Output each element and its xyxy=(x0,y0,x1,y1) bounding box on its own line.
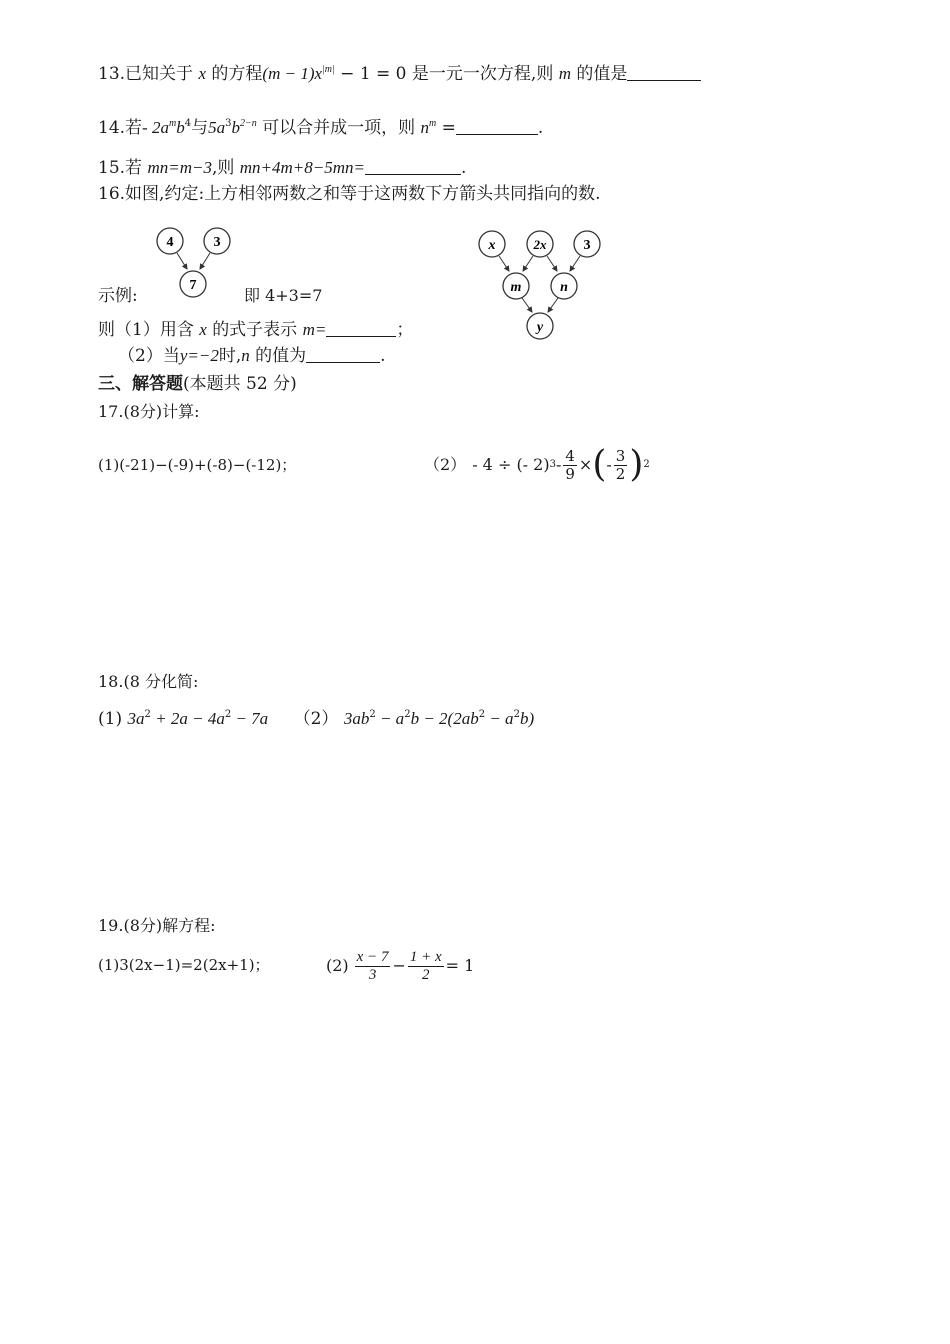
svg-text:3: 3 xyxy=(213,235,221,250)
node-x xyxy=(479,231,505,257)
condition: y=−2 xyxy=(179,346,219,365)
question-18-parts xyxy=(98,709,534,729)
operator: − xyxy=(392,956,406,976)
question-text: 的值为 xyxy=(255,346,307,366)
question-19-header xyxy=(98,916,216,935)
term-2: 5a xyxy=(208,118,226,137)
period: . xyxy=(537,118,544,138)
expression: + 2a − 4a xyxy=(150,709,225,728)
arrow xyxy=(200,253,210,269)
equals: = 1 xyxy=(445,956,475,976)
question-text: 若 xyxy=(125,118,143,138)
question-text: 若 xyxy=(125,158,143,178)
question-number: 13. xyxy=(98,64,126,84)
arrow xyxy=(547,256,557,271)
equals: = xyxy=(436,118,456,138)
node-top-right xyxy=(204,228,230,254)
question-text: （2）当 xyxy=(118,346,180,366)
sign: - xyxy=(606,455,612,475)
question-number: 14. xyxy=(98,118,126,138)
exponent: 2 xyxy=(224,709,232,720)
question-19-part-1 xyxy=(98,956,270,974)
question-17-part-1 xyxy=(98,456,296,474)
node-3 xyxy=(574,231,600,257)
puzzle-diagram xyxy=(470,226,610,344)
condition: mn=m−3 xyxy=(147,158,212,177)
node-2x xyxy=(527,231,553,257)
part-label: (1) xyxy=(98,709,123,729)
answer-blank[interactable] xyxy=(326,322,396,337)
exponent: m xyxy=(429,118,437,129)
question-text: 是一元一次方程,则 xyxy=(411,64,554,84)
svg-text:y: y xyxy=(536,320,544,335)
question-header: 18.(8 分化简: xyxy=(98,672,199,691)
expression: − a xyxy=(485,709,514,728)
exponent: 2−n xyxy=(239,118,257,129)
svg-text:m: m xyxy=(510,280,522,295)
example-label xyxy=(98,286,138,306)
example-equation xyxy=(244,286,322,305)
period: . xyxy=(460,158,467,178)
term-2-b: b xyxy=(231,118,240,137)
question-number: 16. xyxy=(98,184,126,204)
question-16 xyxy=(98,184,601,204)
question-19-part-2 xyxy=(326,942,474,990)
denominator: 2 xyxy=(615,464,626,483)
arrow xyxy=(499,256,509,271)
svg-text:2x: 2x xyxy=(533,237,547,252)
question-15 xyxy=(98,158,466,178)
question-text: ,则 xyxy=(211,158,235,178)
fraction xyxy=(563,448,577,482)
node-top-left xyxy=(157,228,183,254)
equation: (1)3(2x−1)=2(2x+1)； xyxy=(98,956,270,974)
variable-m: m xyxy=(558,64,572,83)
expression: b) xyxy=(519,709,535,728)
svg-text:7: 7 xyxy=(189,278,197,293)
example-equation-text: 即 4+3=7 xyxy=(244,286,323,305)
node-m xyxy=(503,273,529,299)
denominator: 3 xyxy=(368,966,377,983)
question-text: 则（1）用含 xyxy=(98,320,194,340)
equation-rest: − 1 = 0 xyxy=(334,64,407,84)
expression: 3a xyxy=(127,709,145,728)
variable-n: n xyxy=(241,346,250,365)
question-text: 如图,约定:上方相邻两数之和等于这两数下方箭头共同指向的数. xyxy=(125,184,601,204)
section-note: (本题共 52 分) xyxy=(183,374,297,394)
question-text: 的方程 xyxy=(211,64,263,84)
arrow xyxy=(548,298,558,312)
variable-x: x xyxy=(198,64,206,83)
question-header: 17.(8分)计算: xyxy=(98,402,200,421)
exponent: 2 xyxy=(404,709,411,720)
question-text: 可以合并成一项，则 xyxy=(262,118,416,138)
exponent: 4 xyxy=(184,118,192,129)
question-text: 的值是 xyxy=(576,64,628,84)
arrow xyxy=(523,256,533,271)
expression: - 4 ÷ (- 2) xyxy=(472,455,550,475)
answer-blank[interactable] xyxy=(306,348,380,363)
section-heading xyxy=(98,374,297,394)
node-y xyxy=(527,313,553,339)
question-13 xyxy=(98,64,701,84)
operator: × xyxy=(578,455,593,475)
answer-blank[interactable] xyxy=(627,66,701,81)
node-n xyxy=(551,273,577,299)
fraction xyxy=(355,949,391,983)
arrow xyxy=(570,256,580,271)
question-16-part-2 xyxy=(118,346,386,366)
section-title: 三、解答题 xyxy=(98,374,183,394)
answer-base: n xyxy=(420,118,430,137)
question-text: 时, xyxy=(218,346,242,366)
numerator: x − 7 xyxy=(356,949,389,965)
example-label-text: 示例: xyxy=(98,286,138,306)
question-17-part-2: （2） - 4 ÷ (- 2) 3 - $\frac{4}{9}$ × ( - $\frac{3}{2}$ ) 2 xyxy=(424,444,650,485)
expression: − a xyxy=(375,709,405,728)
expression: 3ab xyxy=(343,709,370,728)
question-text: 与 xyxy=(191,118,209,138)
part-label: （2） xyxy=(293,709,339,729)
svg-text:4: 4 xyxy=(166,235,174,250)
numerator: 1 + x xyxy=(409,949,442,965)
term-1: - 2a xyxy=(142,118,169,137)
expression: (1)(-21)−(-9)+(-8)−(-12)； xyxy=(98,456,297,474)
exponent: 2 xyxy=(144,709,151,720)
expression: m= xyxy=(302,320,327,339)
answer-blank[interactable] xyxy=(365,160,461,175)
exponent: 2 xyxy=(369,709,376,720)
term-1-b: b xyxy=(176,118,185,137)
svg-text:x: x xyxy=(488,238,496,253)
svg-text:3: 3 xyxy=(583,238,591,253)
denominator: 9 xyxy=(565,464,575,483)
question-14 xyxy=(98,118,543,138)
expression: mn+4m+8−5mn= xyxy=(239,158,365,177)
arrow xyxy=(522,298,532,312)
fraction xyxy=(408,949,444,983)
question-header: 19.(8分)解方程: xyxy=(98,916,216,935)
example-diagram xyxy=(150,222,240,302)
expression: b − 2(2ab xyxy=(410,709,479,728)
variable-x: x xyxy=(199,320,207,339)
exponent: |m| xyxy=(322,64,335,75)
svg-text:n: n xyxy=(560,280,568,295)
question-16-part-1 xyxy=(98,320,413,340)
fraction xyxy=(614,448,628,482)
node-bottom xyxy=(180,271,206,297)
part-label: （2） xyxy=(424,455,467,475)
period: . xyxy=(380,346,386,366)
question-number: 15. xyxy=(98,158,126,178)
arrow xyxy=(177,253,187,269)
exponent: m xyxy=(168,118,177,129)
exponent: 2 xyxy=(513,709,520,720)
question-17-header xyxy=(98,402,200,421)
expression: − 7a xyxy=(231,709,269,728)
numerator: 3 xyxy=(615,447,626,465)
question-18-header xyxy=(98,672,198,691)
punctuation: ； xyxy=(396,320,414,340)
exponent: 3 xyxy=(225,118,232,129)
equation: (m − 1)x xyxy=(262,64,323,83)
question-text: 的式子表示 xyxy=(212,320,298,340)
question-text: 已知关于 xyxy=(125,64,194,84)
denominator: 2 xyxy=(422,966,430,983)
numerator: 4 xyxy=(565,447,575,465)
answer-blank[interactable] xyxy=(456,120,538,135)
part-label: (2) xyxy=(326,956,349,976)
exponent: 2 xyxy=(478,709,486,720)
operator: - xyxy=(555,455,562,475)
